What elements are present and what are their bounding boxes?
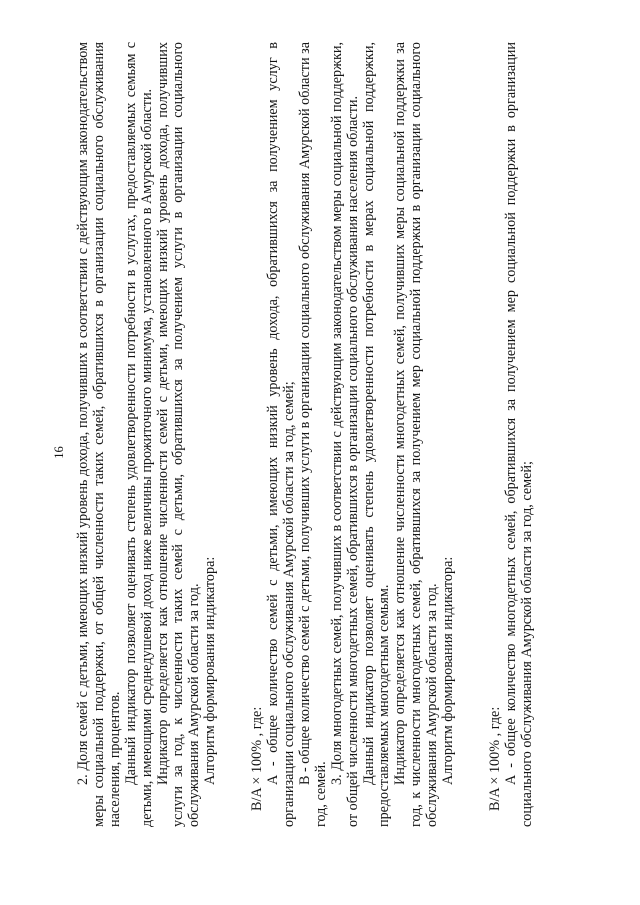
page-number: 16 <box>52 446 66 459</box>
formula-1: B/A × 100% , где: <box>249 706 266 811</box>
document-body <box>76 42 536 827</box>
paragraph-indicator-3-title: 3. Доля многодетных семей, получивших в соответствии с действующим законодательством меры социальной поддержки, от общей численности многодетных семей, обратившихся в организации социального обслуживания населения области. <box>328 42 361 827</box>
paragraph-indicator-2-purpose: Данный индикатор позволяет оценивать степень удовлетворенности потребности в услугах, предоставляемых семьям с детьми, имеющими среднедушевой доход ниже величины прожиточного минимума, установленного в Амурской области. <box>122 42 155 827</box>
paragraph-indicator-2-title: 2. Доля семей с детьми, имеющих низкий уровень дохода, получивших в соответствии с действующим законодательством меры социальной поддержки, от общей численности таких семей, обратившихся в организации социального обслуживания населения, процентов. <box>75 42 123 827</box>
paragraph-variable-a-2: А - общее количество многодетных семей, обратившихся за получением мер социальной поддержки в организации социального обслуживания Амурской области за год, семей; <box>502 42 535 827</box>
paragraph-variable-a-1: А - общее количество семей с детьми, имеющих низкий уровень дохода, обратившихся за получением услуг в организации социального обслуживания Амурской области за год, семей; <box>265 42 297 827</box>
paragraph-variable-b-1: В - общее количество семей с детьми, получивших услуги в организации социального обслуживания Амурской области за год, семей. <box>296 42 329 827</box>
spacer <box>219 42 250 827</box>
paragraph-indicator-3-definition: Индикатор определяется как отношение численности многодетных семей, получивших меры социальной поддержки за год, к численности многодетных семей, обратившихся за получением мер социальной поддержки в организации социального обслуживания Амурской области за год. <box>392 42 441 827</box>
paragraph-algorithm-heading: Алгоритм формирования индикатора: <box>202 556 219 785</box>
formula-2: B/A × 100% , где: <box>486 706 503 811</box>
paragraph-algorithm-heading-2: Алгоритм формирования индикатора: <box>440 556 457 785</box>
paragraph-indicator-3-purpose: Данный индикатор позволяет оценивать степень удовлетворенности потребности в мерах социальной поддержки, предоставляемых многодетным семьям. <box>360 42 393 827</box>
paragraph-indicator-2-definition: Индикатор определяется как отношение численности семей с детьми, имеющих низкий уровень дохода, получивших услуги за год, к численности таких семей с детьми, обратившихся за получением услуги в организации социального обслуживания Амурской области за год. <box>154 42 203 827</box>
spacer <box>457 42 488 827</box>
